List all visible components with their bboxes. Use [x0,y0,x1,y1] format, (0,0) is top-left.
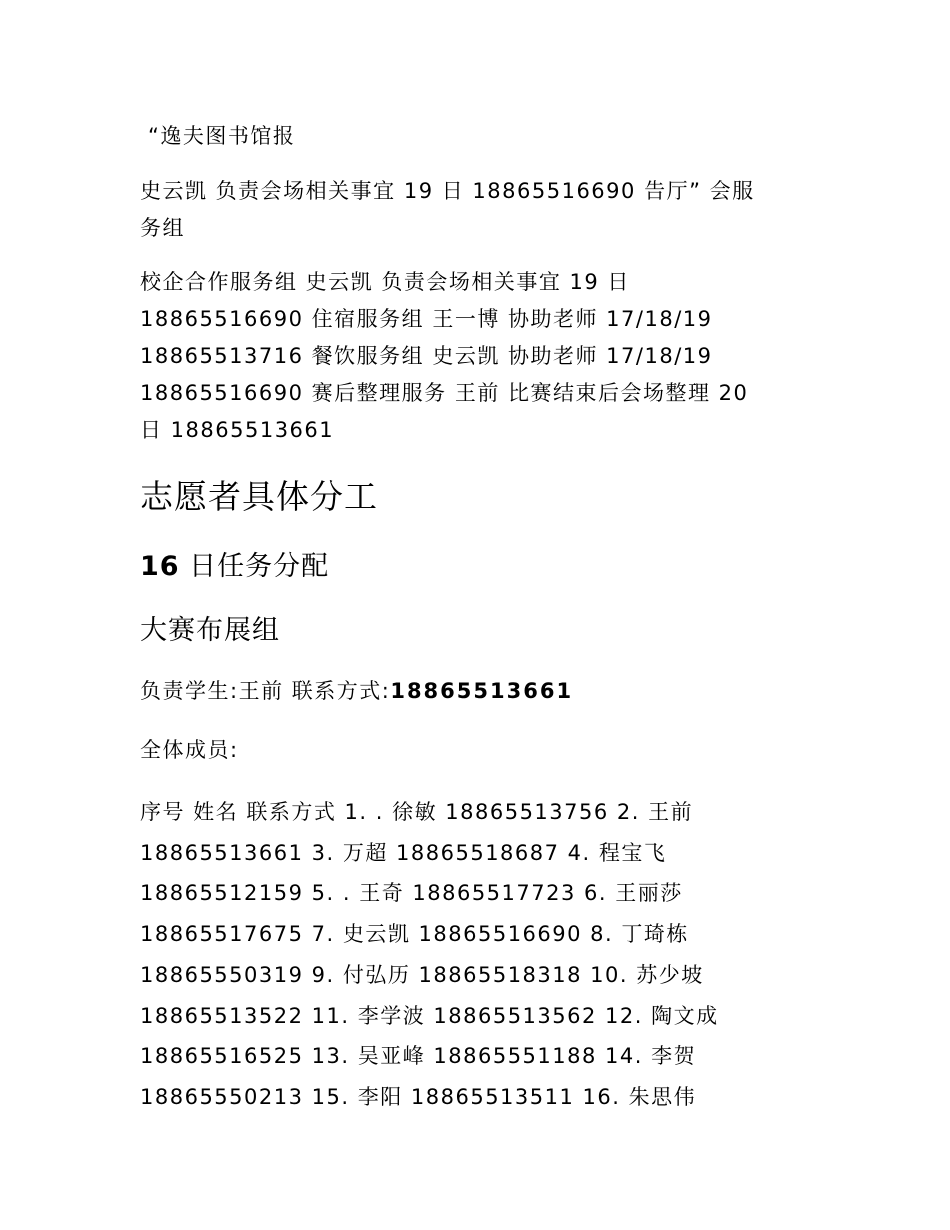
text-line: 18865550319 9. 付弘历 18865518318 10. 苏少坡 [140,962,704,987]
members-label: 全体成员: [140,738,239,762]
text-line: 18865550213 15. 李阳 18865513511 16. 朱思伟 [140,1084,697,1109]
heading-day-task [140,548,329,586]
text-line: 史云凯 负责会场相关事宜 19 日 18865516690 告厅” 会服 [140,179,755,203]
service-paragraph [140,173,820,247]
text-line: 18865513716 餐饮服务组 史云凯 协助老师 17/18/19 [140,344,713,368]
text-line: 18865517675 7. 史云凯 18865516690 8. 丁琦栋 [140,922,689,947]
text-line: 18865516690 赛后整理服务 王前 比赛结束后会场整理 20 [140,381,749,405]
intro-line: “逸夫图书馆报 [148,124,296,148]
heading-volunteer-division: 志愿者具体分工 [140,477,378,516]
groups-paragraph [140,264,820,449]
day-number: 16 [140,551,180,582]
day-task-text: 日任务分配 [179,551,330,582]
text-line: 序号 姓名 联系方式 1. . 徐敏 18865513756 2. 王前 [140,800,694,824]
text-line: 务组 [140,216,185,240]
text-line: 18865516690 住宿服务组 王一博 协助老师 17/18/19 [140,307,713,331]
text-line: 18865513522 11. 李学波 18865513562 12. 陶文成 [140,1003,719,1028]
contact-phone: 18865513661 [390,679,574,703]
text-line: 18865512159 5. . 王奇 18865517723 6. 王丽莎 [140,881,683,906]
heading-exhibition-group: 大赛布展组 [140,615,280,646]
contact-line [140,676,820,706]
contact-label: 负责学生:王前 联系方式: [140,679,391,703]
text-line: 校企合作服务组 史云凯 负责会场相关事宜 19 日 [140,270,630,294]
members-paragraph [140,792,820,1118]
text-line: 18865513661 3. 万超 18865518687 4. 程宝飞 [140,840,667,865]
text-line: 日 18865513661 [140,418,335,442]
text-line: 18865516525 13. 吴亚峰 18865551188 14. 李贺 [140,1044,697,1069]
